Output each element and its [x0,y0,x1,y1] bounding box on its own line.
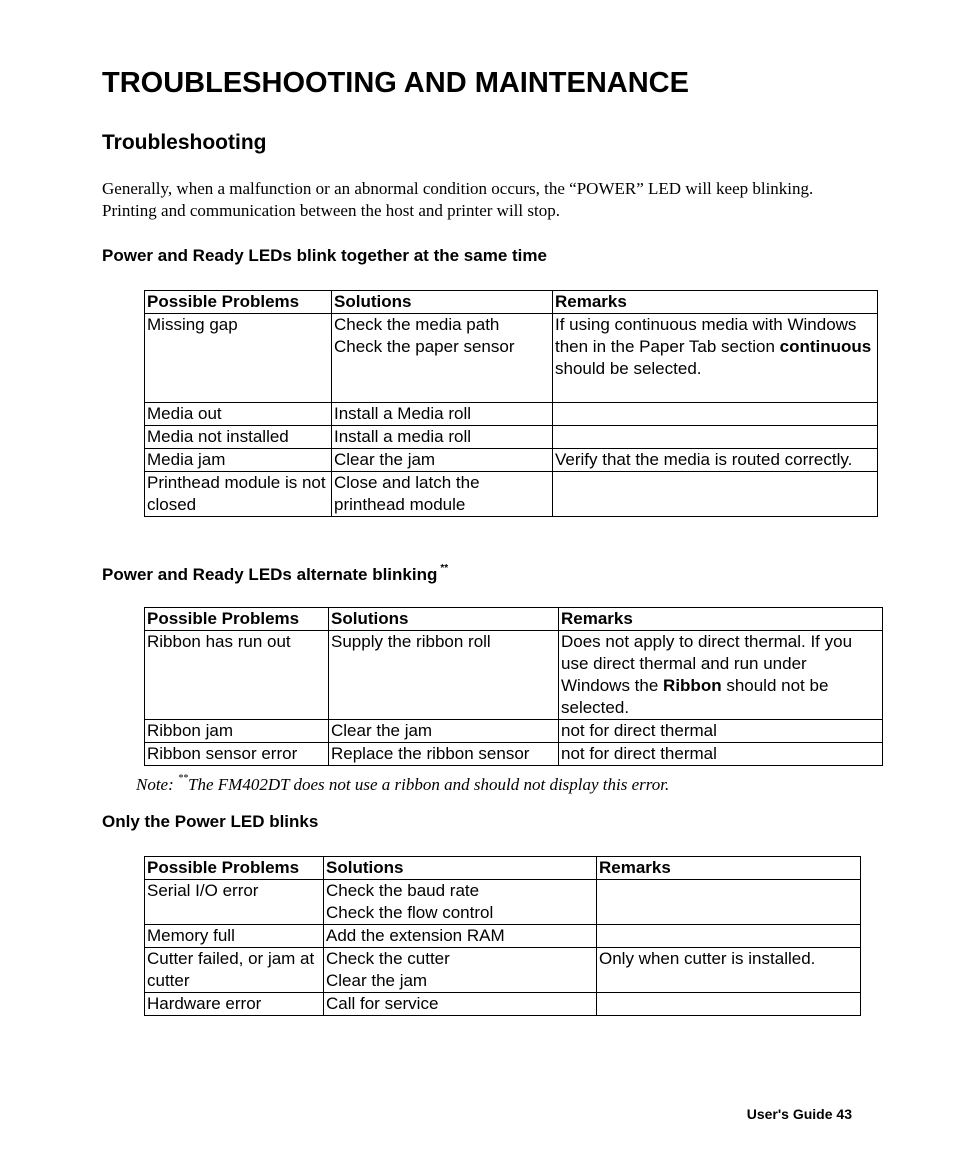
problem-cell: Hardware error [145,993,324,1016]
remark-cell: Only when cutter is installed. [597,948,861,993]
table-row [145,743,883,766]
intro-paragraph: Generally, when a malfunction or an abnormal condition occurs, the “POWER” LED will keep blinking. Printing and communication between the host and printer will stop. [102,179,814,220]
solution-cell: Call for service [324,993,597,1016]
solution-cell: Clear the jam [332,449,553,472]
remark-cell: not for direct thermal [559,743,883,766]
page-title: TROUBLESHOOTING AND MAINTENANCE [102,67,689,99]
table-row [145,720,883,743]
table-row [145,925,861,948]
note-prefix: Note: [136,775,179,794]
footnote-mark: ** [440,563,449,574]
table1 [144,290,878,517]
problem-cell: Media not installed [145,426,332,449]
solution-line: Check the paper sensor [334,337,515,356]
table-row [145,880,861,925]
footnote-mark: ** [178,773,189,784]
problem-cell: Missing gap [145,314,332,403]
table-row [145,948,861,993]
header-problems: Possible Problems [145,291,332,314]
remark-cell [553,426,878,449]
page-footer: User's Guide 43 [746,1106,852,1122]
problem-cell: Media out [145,403,332,426]
solution-cell: Replace the ribbon sensor [329,743,559,766]
solution-cell: Install a Media roll [332,403,553,426]
header-remarks: Remarks [559,608,883,631]
remark-cell [553,314,878,403]
table2 [144,607,883,766]
solution-line: Check the media path [334,315,500,334]
solution-line: Clear the jam [326,971,428,990]
solution-cell [324,948,597,993]
table-row [145,472,878,517]
table2-heading-text: Power and Ready LEDs alternate blinking [102,565,438,584]
remark-cell [553,403,878,426]
header-problems: Possible Problems [145,857,324,880]
solution-line: Check the cutter [326,949,450,968]
solution-cell: Clear the jam [329,720,559,743]
problem-cell: Cutter failed, or jam at cutter [145,948,324,993]
solution-line: Check the flow control [326,903,494,922]
remark-bold-text: continuous [779,337,872,356]
header-problems: Possible Problems [145,608,329,631]
remark-bold-text: Ribbon [663,676,722,695]
solution-cell: Close and latch the printhead module [332,472,553,517]
remark-cell [553,472,878,517]
remark-cell: Verify that the media is routed correctly. [553,449,878,472]
problem-cell: Ribbon has run out [145,631,329,720]
problem-cell: Ribbon jam [145,720,329,743]
solution-cell [324,880,597,925]
remark-text: should not be selected. [561,676,829,717]
remark-cell [559,631,883,720]
table1-heading: Power and Ready LEDs blink together at the same time [102,246,547,265]
problem-cell: Serial I/O error [145,880,324,925]
table-header-row [145,291,878,314]
table-row [145,403,878,426]
table-row [145,631,883,720]
solution-cell: Add the extension RAM [324,925,597,948]
remark-text: should be selected. [555,359,702,378]
table-row [145,993,861,1016]
table2-note [136,768,669,796]
header-remarks: Remarks [597,857,861,880]
table-row [145,314,878,403]
header-solutions: Solutions [332,291,553,314]
table-row [145,426,878,449]
header-solutions: Solutions [324,857,597,880]
table3-heading: Only the Power LED blinks [102,812,319,831]
remark-cell [597,880,861,925]
note-text: The FM402DT does not use a ribbon and should not display this error. [188,775,670,794]
problem-cell: Memory full [145,925,324,948]
section-heading: Troubleshooting [102,131,267,154]
problem-cell: Printhead module is not closed [145,472,332,517]
problem-cell: Media jam [145,449,332,472]
table3 [144,856,861,1016]
solution-cell [332,314,553,403]
table-row [145,449,878,472]
solution-cell: Supply the ribbon roll [329,631,559,720]
remark-text: Does not apply to direct thermal. If you use direct thermal and run under Windows the [561,632,853,695]
table-header-row [145,608,883,631]
header-remarks: Remarks [553,291,878,314]
solution-cell: Install a media roll [332,426,553,449]
remark-cell [597,993,861,1016]
table2-heading [102,563,448,585]
remark-cell: not for direct thermal [559,720,883,743]
table-header-row [145,857,861,880]
solution-line: Check the baud rate [326,881,480,900]
header-solutions: Solutions [329,608,559,631]
problem-cell: Ribbon sensor error [145,743,329,766]
remark-cell [597,925,861,948]
remark-text: If using continuous media with Windows then in the Paper Tab section [555,315,857,356]
